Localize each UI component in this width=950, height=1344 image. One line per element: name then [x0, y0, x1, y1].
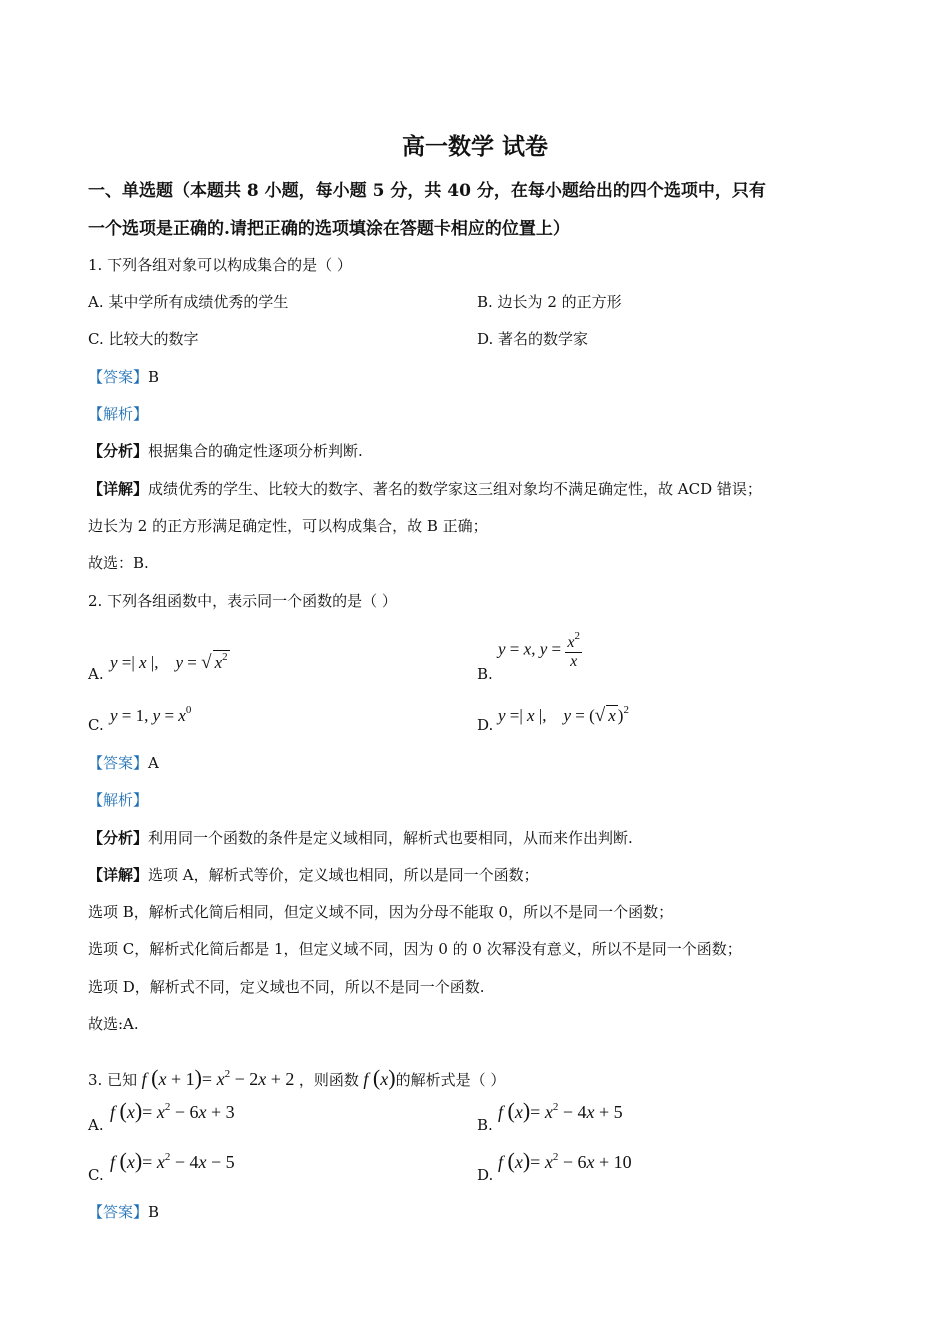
q3-option-c-formula: f $(x)= x^2 - 4x - 5$ — [110, 1148, 235, 1173]
q2-option-a-label: A. — [88, 665, 104, 683]
q1-option-a: A. 某中学所有成绩优秀的学生 — [88, 293, 289, 311]
q3-option-d-label: D. — [477, 1166, 494, 1184]
q3-option-a-label: A. — [88, 1116, 104, 1134]
q3-option-a-formula: f $(x)= x^2 - 6x + 3$ — [110, 1098, 235, 1123]
detail-tag: 【详解】 — [88, 866, 149, 884]
q3-stem-prefix: 3. 已知 — [88, 1071, 138, 1089]
q1-detail-line1 — [88, 478, 762, 499]
q3-option-d-formula: f $(x)= x^2 - 6x + 10$ — [498, 1148, 632, 1173]
q1-conclusion: 故选：B. — [88, 554, 149, 572]
q1-analysis-tag: 【解析】 — [88, 405, 149, 423]
fenxi-tag: 【分析】 — [88, 829, 149, 847]
q2-answer-line — [88, 752, 159, 773]
q3-option-b-formula: f $(x)= x^2 - 4x + 5$ — [498, 1098, 623, 1123]
q1-answer-line — [88, 366, 159, 387]
q1-answer-value: B — [148, 368, 160, 386]
q2-detail-line2: 选项 B，解析式化简后相同，但定义域不同，因为分母不能取 0，所以不是同一个函数； — [88, 903, 674, 921]
q2-detail-line1 — [88, 864, 539, 885]
answer-tag: 【答案】 — [88, 368, 149, 386]
q2-detail-line4: 选项 D，解析式不同，定义域也不同，所以不是同一个函数. — [88, 978, 485, 996]
q2-option-d-label: D. — [477, 716, 494, 734]
section-heading-line1: 一、单选题（本题共 8 小题，每小题 5 分，共 40 分，在每小题给出的四个选项中，只有 — [88, 181, 766, 201]
q1-fenxi-line — [88, 440, 363, 461]
detail-tag: 【详解】 — [88, 480, 149, 498]
answer-tag: 【答案】 — [88, 754, 149, 772]
q1-option-d: D. 著名的数学家 — [477, 330, 589, 348]
q1-detail-line2: 边长为 2 的正方形满足确定性，可以构成集合，故 B 正确； — [88, 517, 488, 535]
q3-given-formula: f $(x + 1)= x^2 - 2x + 2$ — [137, 1065, 295, 1090]
q3-answer-value: B — [148, 1203, 160, 1221]
q2-option-d-formula: y =| x |, y = (√ x )$^2$ — [498, 704, 629, 726]
q1-option-c: C. 比较大的数字 — [88, 330, 199, 348]
q1-fenxi-text: 根据集合的确定性逐项分析判断. — [148, 442, 363, 460]
q3-function-fx: f (x) — [358, 1065, 396, 1090]
q2-detail-text1: 选项 A，解析式等价，定义域也相同，所以是同一个函数； — [148, 866, 539, 884]
q3-answer-line — [88, 1201, 159, 1222]
q2-conclusion: 故选:A. — [88, 1015, 139, 1033]
q1-stem: 1. 下列各组对象可以构成集合的是（ ） — [88, 256, 352, 274]
q2-stem: 2. 下列各组函数中，表示同一个函数的是（ ） — [88, 592, 397, 610]
q2-option-c-formula: y = 1, $y = x^0$ — [110, 704, 192, 725]
q2-option-b-formula: y = x, y = $\frac{x^2}{x}$ — [498, 630, 580, 670]
q2-fenxi-line — [88, 827, 633, 848]
q2-detail-line3: 选项 C，解析式化简后都是 1，但定义域不同，因为 0 的 0 次幂没有意义，所以不是同一个函数； — [88, 940, 742, 958]
q3-stem — [88, 1065, 505, 1091]
q2-fenxi-text: 利用同一个函数的条件是定义域相同，解析式也要相同，从而来作出判断. — [148, 829, 633, 847]
q3-option-b-label: B. — [477, 1116, 493, 1134]
q2-option-a-formula: y =| x |, y = √ $x^2$ — [110, 651, 228, 673]
q2-option-c-label: C. — [88, 716, 104, 734]
q3-stem-suffix: 的解析式是（ ） — [395, 1071, 506, 1089]
q1-option-b: B. 边长为 2 的正方形 — [477, 293, 622, 311]
fenxi-tag: 【分析】 — [88, 442, 149, 460]
q2-option-b-label: B. — [477, 665, 493, 683]
q3-stem-middle: ，则函数 — [298, 1071, 359, 1089]
section-heading-line2: 一个选项是正确的.请把正确的选项填涂在答题卡相应的位置上） — [88, 219, 570, 239]
page-title: 高一数学 试卷 — [401, 133, 548, 160]
q3-option-c-label: C. — [88, 1166, 104, 1184]
answer-tag: 【答案】 — [88, 1203, 149, 1221]
q1-detail-text1: 成绩优秀的学生、比较大的数字、著名的数学家这三组对象均不满足确定性，故 ACD 错误； — [148, 480, 762, 498]
q2-answer-value: A — [148, 754, 159, 772]
q2-analysis-tag: 【解析】 — [88, 791, 149, 809]
